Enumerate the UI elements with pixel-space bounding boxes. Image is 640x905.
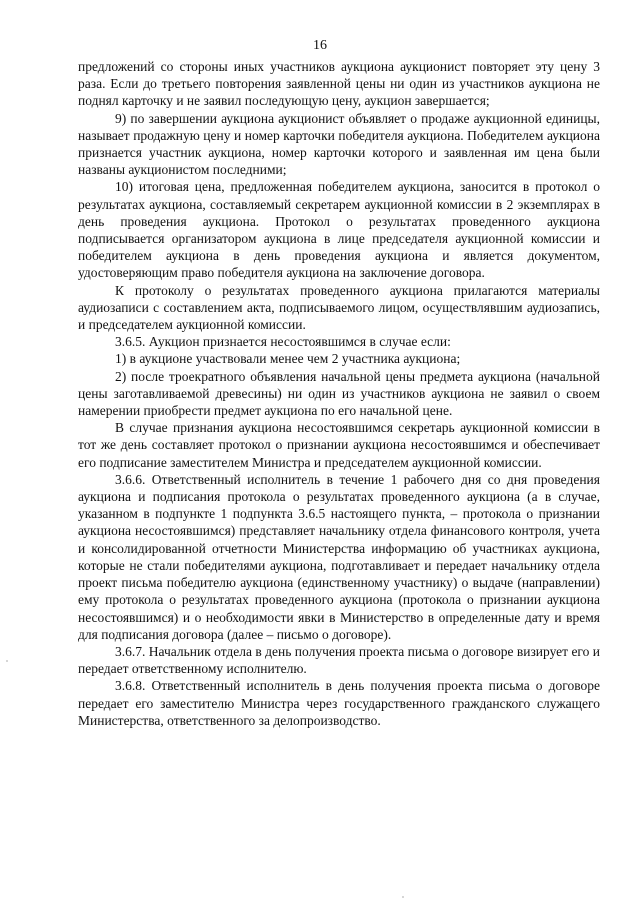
paragraph-continuation: предложений со стороны иных участников аукциона аукционист повторяет эту цену 3 раза. Если до третьего повторения заявленной цены ни один из участников аукциона не поднял карточку и не заявил последующую цену, аукцион завершается;	[78, 59, 600, 109]
paragraph-3-6-5-item-2: 2) после троекратного объявления начальной цены предмета аукциона (начальной цены заготавливаемой древесины) ни один из участников аукциона не заявил о своем намерении приобрести предмет аукциона по его начальной цене.	[78, 368, 600, 419]
paragraph-item-10: 10) итоговая цена, предложенная победителем аукциона, заносится в протокол о результатах аукциона, составляемый секретарем аукционной комиссии в 2 экземплярах в день проведения аукциона. Протокол о результатах проведенного аукциона подписывается организатором аукциона в лице председателя аукционной комиссии и победителем аукциона в день проведения аукциона и является документом, удостоверяющим право победителя аукциона на заключение договора.	[78, 179, 600, 281]
paragraph-item-9: 9) по завершении аукциона аукционист объявляет о продаже аукционной единицы, называет продажную цену и номер карточки победителя аукциона. Победителем аукциона признается участник аукциона, номер карточки которого и заявленная им цена были названы аукционистом последними;	[78, 110, 600, 178]
paragraph-3-6-5: 3.6.5. Аукцион признается несостоявшимся в случае если:	[115, 334, 451, 350]
paragraph-3-6-8: 3.6.8. Ответственный исполнитель в день получения проекта письма о договоре передает его заместителю Министра через государственного гражданского служащего Министерства, ответственного за делопроизводство.	[78, 678, 600, 728]
scan-speck	[402, 896, 404, 898]
paragraph-failed-auction: В случае признания аукциона несостоявшимся секретарь аукционной комиссии в тот же день составляет протокол о признании аукциона несостоявшимся и обеспечивает его подписание заместителем Министра и председателем аукционной комиссии.	[78, 420, 600, 470]
paragraph-3-6-6: 3.6.6. Ответственный исполнитель в течение 1 рабочего дня со дня проведения аукциона и подписания протокола о результатах проведенного аукциона (а в случае, указанном в подпункте 1 подпункта 3.6.5 настоящего пункта, – протокола о признании аукциона несостоявшимся) представляет начальнику отдела финансового контроля, учета и консолидированной отчетности Министерства информацию об участниках аукциона, которые не стали победителями аукциона, подготавливает и передает начальнику отдела проект письма победителю аукциона (единственному участнику) о выдаче (направлении) ему протокола о результатах проведенного аукциона (протокола о признании аукциона несостоявшимся) и о необходимости явки в Министерство в определенные дату и время для подписания договора (далее – письмо о договоре).	[78, 471, 600, 642]
paragraph-3-6-5-item-1: 1) в аукционе участвовали менее чем 2 участника аукциона;	[115, 351, 461, 367]
page-number: 16	[313, 38, 327, 53]
scan-speck	[6, 660, 8, 662]
paragraph-3-6-7: 3.6.7. Начальник отдела в день получения проекта письма о договоре визирует его и передает ответственному исполнителю.	[78, 643, 600, 677]
paragraph-protocol-attachments: К протоколу о результатах проведенного аукциона прилагаются материалы аудиозаписи с составлением акта, подписываемого лицом, осуществлявшим аудиозапись, и председателем аукционной комиссии.	[78, 282, 600, 333]
document-body	[78, 58, 600, 729]
